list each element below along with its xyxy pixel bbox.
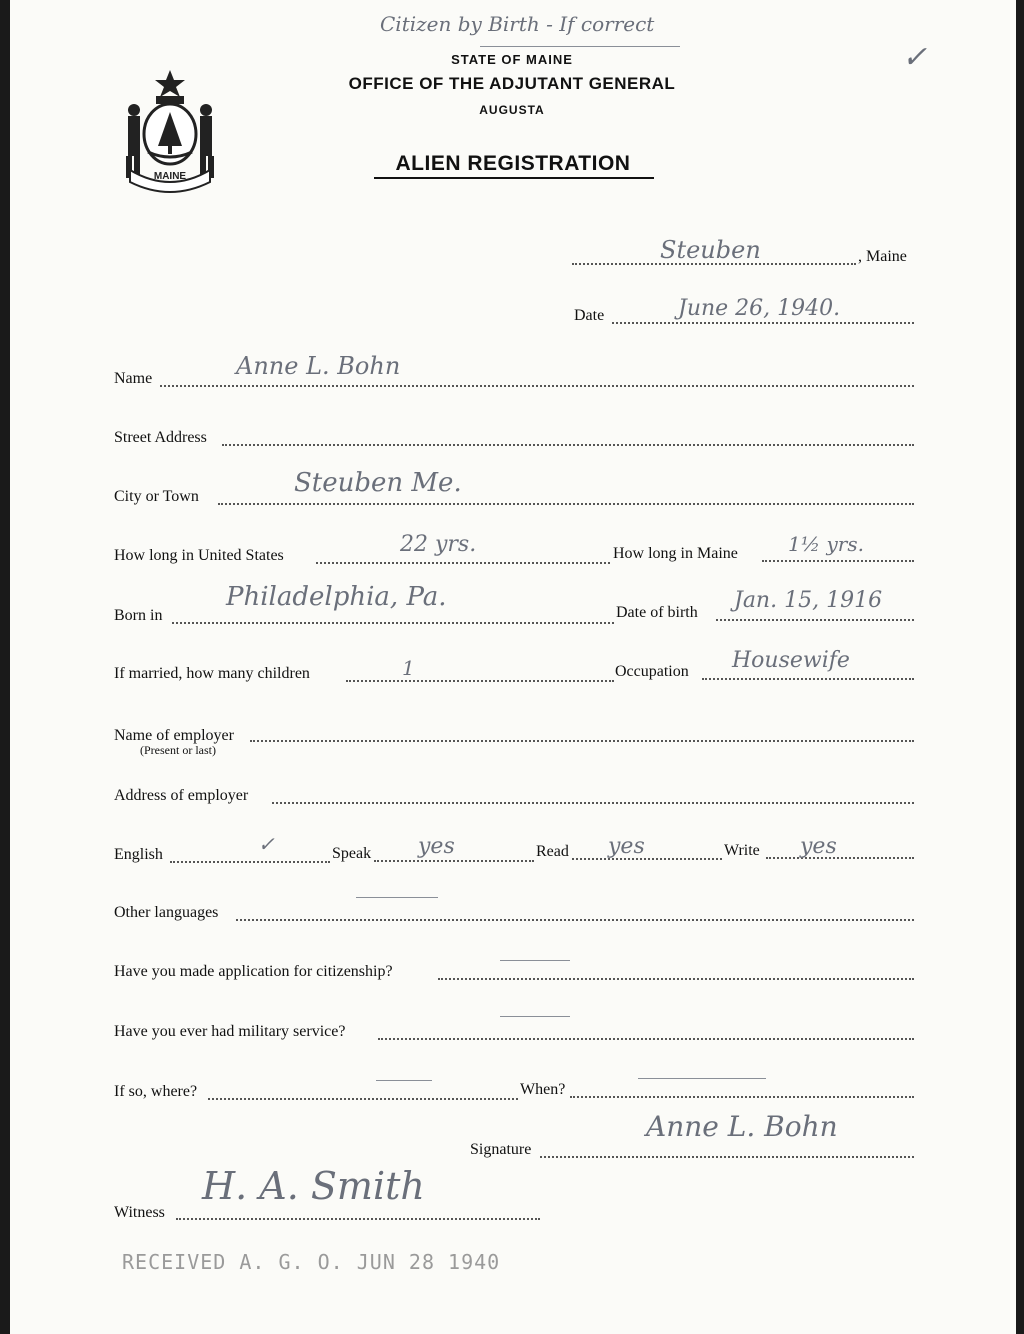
read-label: Read	[536, 843, 569, 860]
write-line	[766, 857, 914, 859]
english-value: ✓	[258, 832, 275, 856]
city-or-town-line	[218, 503, 914, 505]
place-value: Steuben	[660, 236, 761, 264]
if-so-where-line	[208, 1098, 518, 1100]
witness-label: Witness	[114, 1204, 165, 1221]
english-label: English	[114, 846, 163, 863]
date-of-birth-value: Jan. 15, 1916	[734, 588, 883, 613]
name-value: Anne L. Bohn	[236, 352, 401, 380]
how-long-us-value: 22 yrs.	[400, 532, 477, 557]
citizenship-line	[438, 978, 914, 980]
signature-label: Signature	[470, 1141, 532, 1158]
employer-label: Name of employer	[114, 727, 234, 744]
received-stamp: RECEIVED A. G. O. JUN 28 1940	[122, 1250, 501, 1274]
header-office: OFFICE OF THE ADJUTANT GENERAL	[348, 74, 676, 93]
speak-line	[374, 860, 534, 862]
when-dash	[638, 1078, 766, 1079]
how-long-us-line	[316, 562, 610, 564]
military-service-dash	[500, 1016, 570, 1017]
how-long-maine-line	[762, 560, 914, 562]
name-line	[160, 385, 914, 387]
write-value: yes	[800, 834, 837, 859]
top-handwritten-note: Citizen by Birth - If correct	[380, 12, 655, 36]
date-label: Date	[574, 307, 605, 324]
employer-line	[250, 740, 914, 742]
employer-address-label: Address of employer	[114, 787, 249, 804]
read-value: yes	[608, 834, 645, 859]
other-languages-line	[236, 919, 914, 921]
read-line	[572, 858, 722, 860]
citizenship-dash	[500, 960, 570, 961]
street-address-line	[222, 444, 914, 446]
occupation-line	[702, 678, 914, 680]
born-in-label: Born in	[114, 607, 163, 624]
date-of-birth-line	[716, 619, 914, 621]
date-line	[612, 322, 914, 324]
top-note-underline	[480, 46, 680, 47]
street-address-label: Street Address	[114, 429, 207, 446]
maine-state-seal	[114, 66, 226, 194]
military-service-line	[378, 1038, 914, 1040]
military-service-label: Have you ever had military service?	[114, 1023, 346, 1040]
english-line	[170, 861, 330, 863]
write-label: Write	[724, 842, 760, 859]
how-long-us-label: How long in United States	[114, 547, 284, 564]
speak-value: yes	[418, 834, 455, 859]
header-state: STATE OF MAINE	[451, 52, 573, 67]
employer-address-line	[272, 802, 914, 804]
city-or-town-value: Steuben Me.	[294, 468, 462, 498]
form-title-underline	[374, 177, 654, 179]
born-in-line	[172, 622, 614, 624]
if-so-where-label: If so, where?	[114, 1083, 198, 1100]
occupation-label: Occupation	[615, 663, 689, 680]
children-label: If married, how many children	[114, 665, 310, 682]
children-value: 1	[402, 656, 415, 680]
occupation-value: Housewife	[732, 648, 850, 673]
signature-line	[540, 1156, 914, 1158]
city-or-town-label: City or Town	[114, 488, 199, 505]
date-value: June 26, 1940.	[678, 296, 841, 321]
witness-line	[176, 1218, 540, 1220]
header-city: AUGUSTA	[479, 103, 545, 117]
children-line	[346, 680, 614, 682]
how-long-maine-value: 1½ yrs.	[788, 532, 864, 556]
place-suffix: , Maine	[858, 248, 907, 265]
employer-sublabel: (Present or last)	[140, 743, 216, 757]
registration-form-page	[10, 0, 1016, 1334]
seal-banner-text: MAINE	[153, 171, 187, 182]
born-in-value: Philadelphia, Pa.	[226, 582, 447, 612]
citizenship-label: Have you made application for citizenship?	[114, 963, 393, 980]
other-languages-label: Other languages	[114, 904, 219, 921]
how-long-maine-label: How long in Maine	[613, 545, 738, 562]
speak-label: Speak	[332, 845, 372, 862]
name-label: Name	[114, 370, 153, 387]
other-languages-dash	[356, 897, 438, 898]
witness-value: H. A. Smith	[202, 1164, 425, 1208]
signature-value: Anne L. Bohn	[646, 1110, 838, 1143]
when-line	[570, 1096, 914, 1098]
form-title: ALIEN REGISTRATION	[395, 152, 631, 175]
date-of-birth-label: Date of birth	[616, 604, 698, 621]
when-label: When?	[520, 1081, 566, 1098]
if-so-where-dash	[376, 1080, 432, 1081]
corner-check-mark: ✓	[902, 40, 928, 75]
